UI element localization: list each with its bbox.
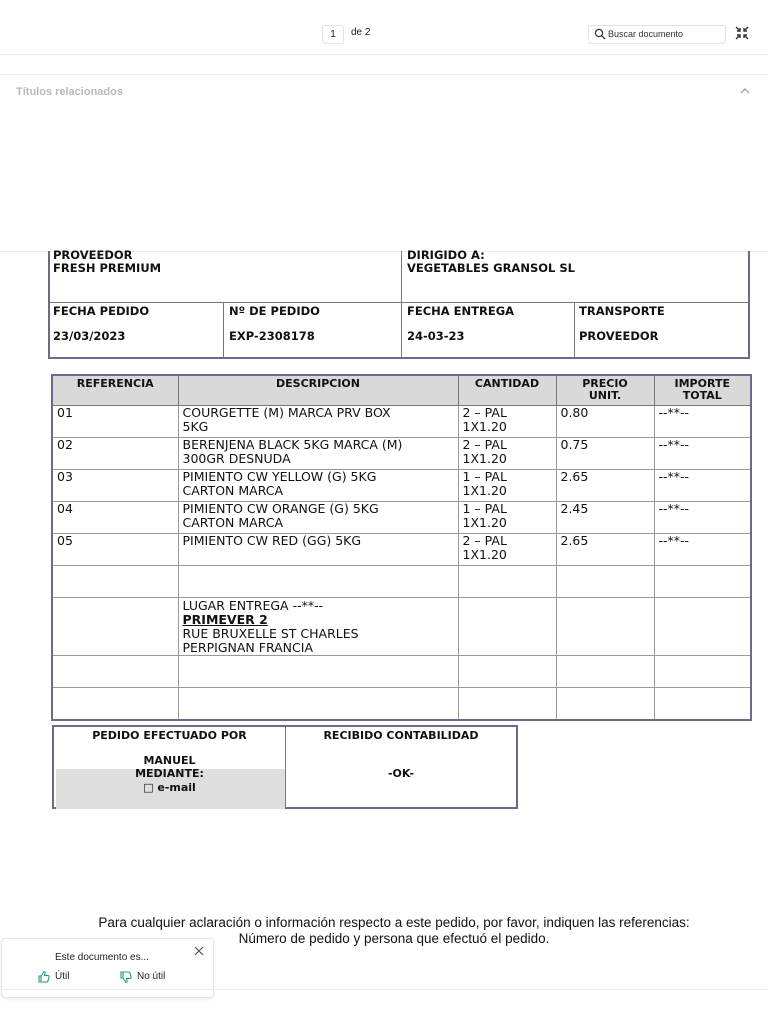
cell-empty — [654, 598, 751, 656]
desc-line: PIMIENTO CW ORANGE (G) 5KG — [182, 501, 379, 516]
cell-empty — [458, 566, 556, 598]
cell-desc — [178, 502, 458, 534]
num-pedido-value: EXP-2308178 — [229, 329, 315, 343]
efectuado-label: PEDIDO EFECTUADO POR — [92, 729, 247, 742]
cell-empty — [654, 688, 751, 721]
thumbs-down-icon — [119, 970, 133, 984]
mediante-value: □ e-mail — [143, 781, 196, 794]
cell-precio: 2.45 — [556, 502, 654, 534]
dirigido-label: DIRIGIDO A: — [407, 248, 485, 262]
table-row — [52, 502, 751, 534]
table-row — [52, 470, 751, 502]
col-cantidad: CANTIDAD — [458, 375, 556, 406]
col-importe — [654, 375, 751, 406]
cell-empty — [52, 656, 178, 688]
num-pedido-label: Nº DE PEDIDO — [229, 304, 320, 318]
cell-importe: --**-- — [654, 470, 751, 502]
cell-ref: 01 — [52, 406, 178, 438]
document-page — [0, 248, 768, 991]
cant-line: 1X1.20 — [462, 419, 507, 434]
col-descripcion: DESCRIPCION — [178, 375, 458, 406]
col-precio — [556, 375, 654, 406]
table-row-empty — [52, 688, 751, 721]
cell-importe: --**-- — [654, 534, 751, 566]
header-divider — [223, 302, 224, 357]
fecha-entrega-label: FECHA ENTREGA — [407, 304, 515, 318]
cant-line: 1X1.20 — [462, 547, 507, 562]
recibido-value: -OK- — [387, 767, 415, 780]
cell-desc — [178, 438, 458, 470]
desc-line: 300GR DESNUDA — [182, 451, 291, 466]
desc-line: CARTON MARCA — [182, 483, 284, 498]
search-document-input[interactable] — [588, 25, 726, 44]
cant-line: 2 – PAL — [462, 437, 507, 452]
col-precio-line2: UNIT. — [588, 389, 622, 402]
efectuado-name: MANUEL — [143, 754, 196, 767]
cell-empty — [556, 598, 654, 656]
transporte-value: PROVEEDOR — [579, 329, 659, 343]
desc-line: PIMIENTO CW RED (GG) 5KG — [182, 533, 362, 548]
cell-cant — [458, 470, 556, 502]
delivery-name: PRIMEVER 2 — [182, 612, 268, 627]
collapse-fullscreen-icon[interactable] — [735, 26, 749, 40]
col-importe-line1: IMPORTE — [674, 377, 730, 390]
cell-cant — [458, 406, 556, 438]
fecha-entrega-value: 24-03-23 — [407, 329, 465, 343]
page-total-label: de 2 — [351, 27, 371, 38]
cell-empty — [556, 656, 654, 688]
header-divider — [50, 302, 748, 303]
desc-line: CARTON MARCA — [182, 515, 284, 530]
cell-precio: 0.75 — [556, 438, 654, 470]
cant-line: 1X1.20 — [462, 451, 507, 466]
table-row-empty — [52, 566, 751, 598]
table-row-empty — [52, 656, 751, 688]
cell-empty — [178, 688, 458, 721]
cell-empty — [178, 566, 458, 598]
cell-empty — [556, 566, 654, 598]
delivery-line: RUE BRUXELLE ST CHARLES — [182, 626, 359, 641]
cell-empty — [52, 598, 178, 656]
header-divider — [401, 251, 402, 357]
desc-line: PIMIENTO CW YELLOW (G) 5KG — [182, 469, 377, 484]
delivery-line: PERPIGNAN FRANCIA — [182, 640, 313, 655]
cell-precio: 2.65 — [556, 534, 654, 566]
cell-delivery — [178, 598, 458, 656]
cell-ref: 02 — [52, 438, 178, 470]
cell-empty — [654, 566, 751, 598]
cell-empty — [52, 688, 178, 721]
mediante-label: MEDIANTE: — [135, 767, 204, 780]
col-importe-line2: TOTAL — [682, 389, 722, 402]
cell-desc — [178, 406, 458, 438]
related-titles-heading: Títulos relacionados — [16, 86, 123, 98]
table-row — [52, 406, 751, 438]
recibido-label: RECIBIDO CONTABILIDAD — [323, 729, 479, 742]
col-referencia: REFERENCIA — [52, 375, 178, 406]
cant-line: 1X1.20 — [462, 515, 507, 530]
cell-cant — [458, 438, 556, 470]
cell-cant — [458, 534, 556, 566]
cell-empty — [458, 598, 556, 656]
proveedor-label: PROVEEDOR — [53, 248, 133, 262]
fecha-pedido-value: 23/03/2023 — [53, 329, 126, 343]
transporte-label: TRANSPORTE — [579, 304, 665, 318]
cell-empty — [654, 656, 751, 688]
cant-line: 2 – PAL — [462, 405, 507, 420]
not-useful-label: No útil — [137, 971, 166, 982]
cell-precio: 2.65 — [556, 470, 654, 502]
proveedor-value: FRESH PREMIUM — [53, 261, 162, 275]
table-row — [52, 438, 751, 470]
bottom-divider — [0, 989, 768, 990]
desc-line: COURGETTE (M) MARCA PRV BOX — [182, 405, 391, 420]
cant-line: 2 – PAL — [462, 533, 507, 548]
cell-empty — [458, 688, 556, 721]
cell-importe: --**-- — [654, 502, 751, 534]
dirigido-value: VEGETABLES GRANSOL SL — [407, 261, 575, 275]
cell-precio: 0.80 — [556, 406, 654, 438]
table-row-delivery — [52, 598, 751, 656]
signature-box — [52, 725, 518, 809]
order-items-table — [51, 374, 752, 721]
cell-empty — [556, 688, 654, 721]
page-number-input[interactable]: 1 — [322, 25, 344, 44]
useful-label: Útil — [55, 971, 70, 982]
desc-line: BERENJENA BLACK 5KG MARCA (M) — [182, 437, 403, 452]
delivery-line: LUGAR ENTREGA --**-- — [182, 598, 324, 613]
feedback-question: Este documento es... — [55, 952, 149, 963]
chevron-up-icon[interactable] — [739, 86, 751, 96]
cell-ref: 03 — [52, 470, 178, 502]
cell-ref: 05 — [52, 534, 178, 566]
cant-line: 1X1.20 — [462, 483, 507, 498]
cell-ref: 04 — [52, 502, 178, 534]
close-icon[interactable] — [193, 945, 205, 957]
header-divider — [574, 302, 575, 357]
cant-line: 1 – PAL — [462, 469, 507, 484]
viewer-toolbar — [0, 0, 768, 55]
cell-empty — [52, 566, 178, 598]
table-row — [52, 534, 751, 566]
cell-desc — [178, 534, 458, 566]
thumbs-up-icon — [37, 970, 51, 984]
cell-empty — [458, 656, 556, 688]
search-icon — [594, 28, 606, 40]
cell-desc — [178, 470, 458, 502]
cell-importe: --**-- — [654, 406, 751, 438]
cant-line: 1 – PAL — [462, 501, 507, 516]
table-header-row — [52, 375, 751, 406]
related-titles-panel — [0, 74, 768, 252]
cell-cant — [458, 502, 556, 534]
cell-empty — [178, 656, 458, 688]
fecha-pedido-label: FECHA PEDIDO — [53, 304, 150, 318]
search-placeholder: Buscar documento — [608, 29, 684, 39]
cell-importe: --**-- — [654, 438, 751, 470]
col-precio-line1: PRECIO — [582, 377, 628, 390]
footer-line: Número de pedido y persona que efectuó el pedido. — [238, 931, 550, 946]
footer-line: Para cualquier aclaración o información respecto a este pedido, por favor, indiquen las referencias: — [98, 915, 690, 930]
desc-line: 5KG — [182, 419, 209, 434]
